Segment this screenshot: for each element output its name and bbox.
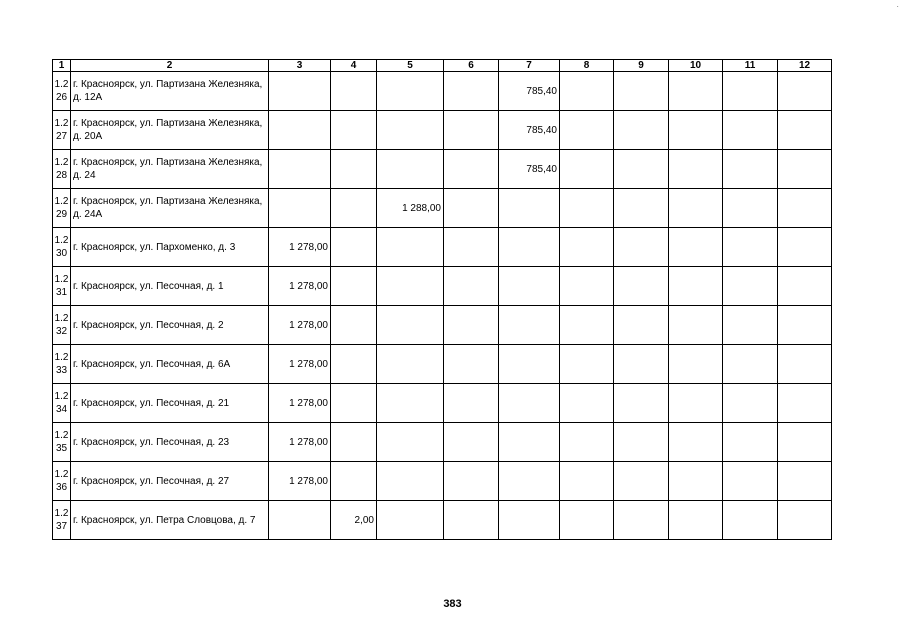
row-number-index: 28 — [55, 170, 68, 181]
value-cell-c5: 1 288,00 — [377, 189, 444, 228]
value-cell-c4 — [331, 345, 377, 384]
value-cell-c11 — [723, 267, 778, 306]
value-cell-c8 — [560, 462, 614, 501]
row-number-cell — [53, 150, 71, 189]
table-row — [53, 111, 832, 150]
value-cell-c12 — [778, 111, 832, 150]
table-row — [53, 345, 832, 384]
value-cell-c8 — [560, 150, 614, 189]
column-header: 10 — [669, 60, 723, 72]
column-header: 6 — [444, 60, 499, 72]
table-row — [53, 423, 832, 462]
value-cell-c7: 785,40 — [499, 150, 560, 189]
value-cell-c8 — [560, 111, 614, 150]
table-row — [53, 501, 832, 540]
value-cell-c6 — [444, 306, 499, 345]
value-cell-c4 — [331, 189, 377, 228]
value-cell-c3 — [269, 72, 331, 111]
address-cell: г. Красноярск, ул. Песочная, д. 2 — [71, 306, 269, 345]
value-cell-c5 — [377, 462, 444, 501]
value-cell-c8 — [560, 501, 614, 540]
value-cell-c3: 1 278,00 — [269, 267, 331, 306]
value-cell-c10 — [669, 345, 723, 384]
value-cell-c12 — [778, 189, 832, 228]
row-number-section: 1.2 — [54, 352, 69, 363]
value-cell-c12 — [778, 228, 832, 267]
value-cell-c9 — [614, 150, 669, 189]
value-cell-c12 — [778, 267, 832, 306]
value-cell-c6 — [444, 462, 499, 501]
value-cell-c5 — [377, 345, 444, 384]
value-cell-c3: 1 278,00 — [269, 228, 331, 267]
value-cell-c5 — [377, 267, 444, 306]
value-cell-c3: 1 278,00 — [269, 462, 331, 501]
row-number-section: 1.2 — [54, 469, 69, 480]
value-cell-c8 — [560, 384, 614, 423]
table-header-row — [53, 60, 832, 72]
value-cell-c4 — [331, 267, 377, 306]
value-cell-c3: 1 278,00 — [269, 384, 331, 423]
row-number-cell — [53, 384, 71, 423]
value-cell-c8 — [560, 267, 614, 306]
value-cell-c6 — [444, 150, 499, 189]
row-number-section: 1.2 — [54, 196, 69, 207]
value-cell-c12 — [778, 462, 832, 501]
value-cell-c5 — [377, 306, 444, 345]
value-cell-c10 — [669, 384, 723, 423]
column-header: 9 — [614, 60, 669, 72]
value-cell-c8 — [560, 189, 614, 228]
value-cell-c9 — [614, 423, 669, 462]
address-cell: г. Красноярск, ул. Песочная, д. 1 — [71, 267, 269, 306]
row-number-index: 36 — [55, 482, 68, 493]
column-header: 7 — [499, 60, 560, 72]
table-body — [53, 72, 832, 540]
value-cell-c3 — [269, 111, 331, 150]
page-number: 383 — [443, 598, 462, 610]
row-number-section: 1.2 — [54, 118, 69, 129]
table-row — [53, 228, 832, 267]
row-number-section: 1.2 — [54, 391, 69, 402]
value-cell-c11 — [723, 384, 778, 423]
scan-corner-mark: · — [896, 2, 899, 11]
table-row — [53, 267, 832, 306]
value-cell-c7 — [499, 345, 560, 384]
value-cell-c12 — [778, 501, 832, 540]
value-cell-c6 — [444, 189, 499, 228]
value-cell-c8 — [560, 345, 614, 384]
value-cell-c4 — [331, 306, 377, 345]
column-header: 11 — [723, 60, 778, 72]
value-cell-c8 — [560, 72, 614, 111]
value-cell-c7 — [499, 267, 560, 306]
value-cell-c10 — [669, 423, 723, 462]
value-cell-c8 — [560, 306, 614, 345]
column-header: 2 — [71, 60, 269, 72]
value-cell-c5 — [377, 501, 444, 540]
value-cell-c11 — [723, 501, 778, 540]
row-number-index: 33 — [55, 365, 68, 376]
value-cell-c9 — [614, 306, 669, 345]
value-cell-c4 — [331, 462, 377, 501]
value-cell-c4 — [331, 72, 377, 111]
value-cell-c12 — [778, 150, 832, 189]
value-cell-c10 — [669, 228, 723, 267]
value-cell-c11 — [723, 306, 778, 345]
value-cell-c6 — [444, 72, 499, 111]
value-cell-c4 — [331, 228, 377, 267]
value-cell-c11 — [723, 228, 778, 267]
value-cell-c3: 1 278,00 — [269, 306, 331, 345]
value-cell-c11 — [723, 345, 778, 384]
value-cell-c5 — [377, 423, 444, 462]
row-number-index: 31 — [55, 287, 68, 298]
data-table — [52, 59, 832, 540]
value-cell-c10 — [669, 306, 723, 345]
value-cell-c9 — [614, 345, 669, 384]
value-cell-c10 — [669, 150, 723, 189]
row-number-index: 34 — [55, 404, 68, 415]
value-cell-c6 — [444, 111, 499, 150]
address-cell: г. Красноярск, ул. Партизана Железняка, д. 24А — [71, 189, 269, 228]
value-cell-c10 — [669, 111, 723, 150]
value-cell-c11 — [723, 111, 778, 150]
value-cell-c9 — [614, 462, 669, 501]
value-cell-c6 — [444, 423, 499, 462]
address-cell: г. Красноярск, ул. Песочная, д. 6А — [71, 345, 269, 384]
value-cell-c5 — [377, 150, 444, 189]
row-number-index: 27 — [55, 131, 68, 142]
value-cell-c12 — [778, 345, 832, 384]
value-cell-c5 — [377, 72, 444, 111]
row-number-section: 1.2 — [54, 508, 69, 519]
address-cell: г. Красноярск, ул. Песочная, д. 21 — [71, 384, 269, 423]
row-number-index: 30 — [55, 248, 68, 259]
value-cell-c7 — [499, 189, 560, 228]
value-cell-c10 — [669, 462, 723, 501]
address-cell: г. Красноярск, ул. Партизана Железняка, д. 12А — [71, 72, 269, 111]
column-header: 3 — [269, 60, 331, 72]
value-cell-c7 — [499, 306, 560, 345]
column-header: 12 — [778, 60, 832, 72]
value-cell-c10 — [669, 501, 723, 540]
value-cell-c9 — [614, 72, 669, 111]
value-cell-c3 — [269, 150, 331, 189]
value-cell-c3 — [269, 501, 331, 540]
row-number-section: 1.2 — [54, 274, 69, 285]
value-cell-c4 — [331, 423, 377, 462]
value-cell-c7 — [499, 384, 560, 423]
value-cell-c12 — [778, 306, 832, 345]
value-cell-c6 — [444, 501, 499, 540]
value-cell-c7: 785,40 — [499, 111, 560, 150]
value-cell-c7 — [499, 228, 560, 267]
row-number-section: 1.2 — [54, 313, 69, 324]
row-number-cell — [53, 267, 71, 306]
table-row — [53, 72, 832, 111]
address-cell: г. Красноярск, ул. Пархоменко, д. 3 — [71, 228, 269, 267]
value-cell-c7 — [499, 462, 560, 501]
value-cell-c3 — [269, 189, 331, 228]
row-number-index: 37 — [55, 521, 68, 532]
row-number-cell — [53, 306, 71, 345]
value-cell-c11 — [723, 189, 778, 228]
row-number-cell — [53, 345, 71, 384]
row-number-cell — [53, 462, 71, 501]
value-cell-c12 — [778, 72, 832, 111]
value-cell-c10 — [669, 72, 723, 111]
row-number-section: 1.2 — [54, 430, 69, 441]
value-cell-c10 — [669, 267, 723, 306]
value-cell-c12 — [778, 384, 832, 423]
row-number-cell — [53, 501, 71, 540]
address-cell: г. Красноярск, ул. Песочная, д. 23 — [71, 423, 269, 462]
row-number-cell — [53, 189, 71, 228]
value-cell-c8 — [560, 228, 614, 267]
row-number-index: 35 — [55, 443, 68, 454]
value-cell-c5 — [377, 111, 444, 150]
table-row — [53, 189, 832, 228]
value-cell-c9 — [614, 384, 669, 423]
value-cell-c9 — [614, 111, 669, 150]
row-number-section: 1.2 — [54, 79, 69, 90]
value-cell-c7 — [499, 423, 560, 462]
value-cell-c9 — [614, 501, 669, 540]
row-number-index: 26 — [55, 92, 68, 103]
row-number-cell — [53, 111, 71, 150]
value-cell-c11 — [723, 423, 778, 462]
row-number-index: 32 — [55, 326, 68, 337]
column-header: 8 — [560, 60, 614, 72]
value-cell-c3: 1 278,00 — [269, 423, 331, 462]
row-number-index: 29 — [55, 209, 68, 220]
table-row — [53, 150, 832, 189]
row-number-cell — [53, 228, 71, 267]
value-cell-c3: 1 278,00 — [269, 345, 331, 384]
value-cell-c9 — [614, 228, 669, 267]
table-row — [53, 462, 832, 501]
column-header: 4 — [331, 60, 377, 72]
value-cell-c5 — [377, 228, 444, 267]
column-header: 5 — [377, 60, 444, 72]
value-cell-c6 — [444, 384, 499, 423]
value-cell-c6 — [444, 228, 499, 267]
value-cell-c11 — [723, 462, 778, 501]
value-cell-c4 — [331, 384, 377, 423]
value-cell-c10 — [669, 189, 723, 228]
value-cell-c6 — [444, 345, 499, 384]
address-cell: г. Красноярск, ул. Партизана Железняка, д. 20А — [71, 111, 269, 150]
value-cell-c11 — [723, 72, 778, 111]
address-cell: г. Красноярск, ул. Партизана Железняка, д. 24 — [71, 150, 269, 189]
value-cell-c7: 785,40 — [499, 72, 560, 111]
value-cell-c9 — [614, 189, 669, 228]
value-cell-c6 — [444, 267, 499, 306]
address-cell: г. Красноярск, ул. Песочная, д. 27 — [71, 462, 269, 501]
row-number-section: 1.2 — [54, 157, 69, 168]
value-cell-c5 — [377, 384, 444, 423]
value-cell-c7 — [499, 501, 560, 540]
value-cell-c4: 2,00 — [331, 501, 377, 540]
column-header: 1 — [53, 60, 71, 72]
row-number-cell — [53, 72, 71, 111]
row-number-section: 1.2 — [54, 235, 69, 246]
address-cell: г. Красноярск, ул. Петра Словцова, д. 7 — [71, 501, 269, 540]
table-row — [53, 384, 832, 423]
value-cell-c9 — [614, 267, 669, 306]
row-number-cell — [53, 423, 71, 462]
value-cell-c4 — [331, 111, 377, 150]
value-cell-c11 — [723, 150, 778, 189]
table-row — [53, 306, 832, 345]
value-cell-c8 — [560, 423, 614, 462]
value-cell-c12 — [778, 423, 832, 462]
value-cell-c4 — [331, 150, 377, 189]
